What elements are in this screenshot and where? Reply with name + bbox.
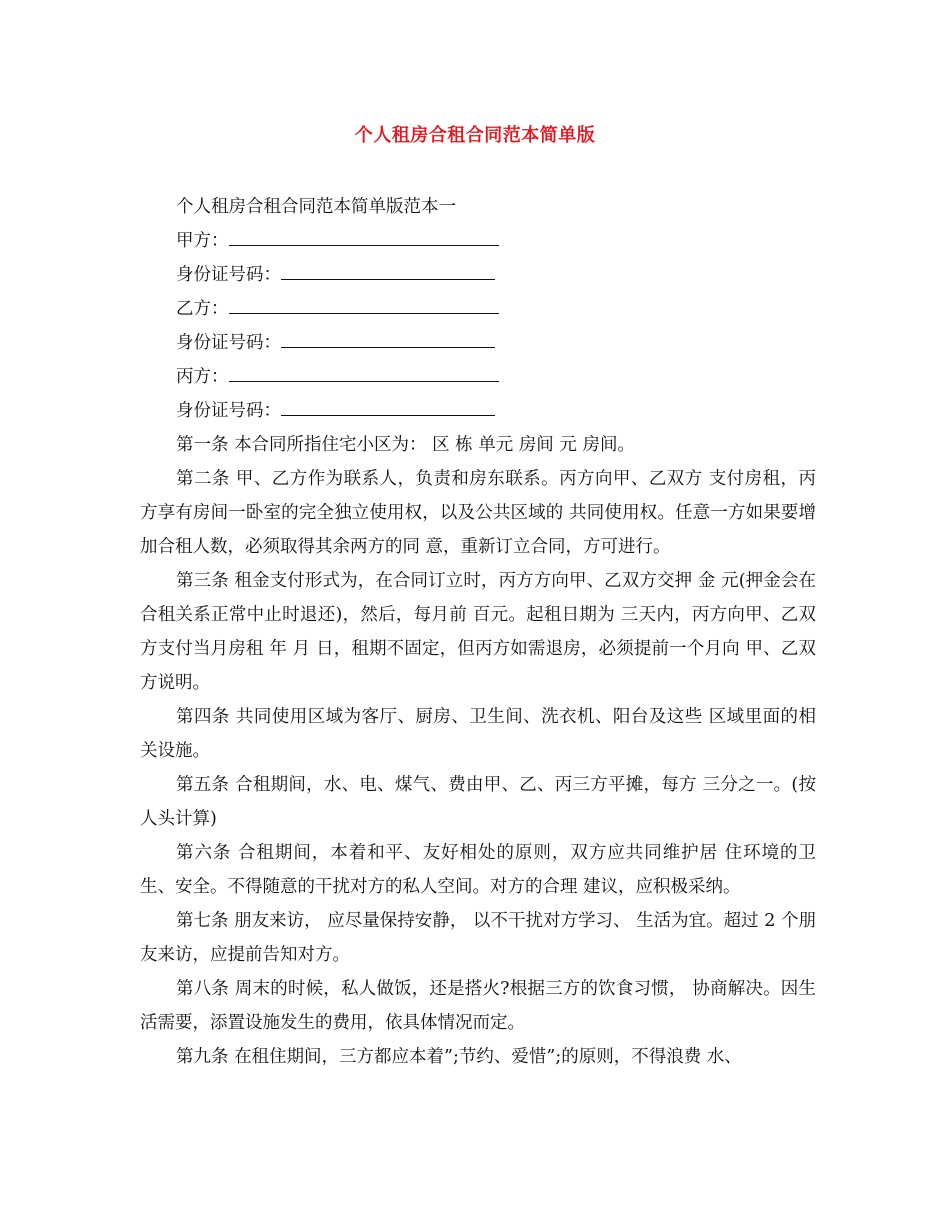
document-body	[140, 190, 816, 1074]
party-c-field	[140, 360, 816, 394]
clause-7: 第七条 朋友来访， 应尽量保持安静， 以不干扰对方学习、 生活为宜。超过 2 个朋友来访，应提前告知对方。	[140, 911, 816, 965]
party-a-id-field	[140, 258, 816, 292]
clause-9: 第九条 在租住期间，三方都应本着”;节约、爱惜”;的原则，不得浪费 水、	[176, 1047, 742, 1067]
party-b-id-label: 身份证号码：	[176, 333, 281, 353]
party-a-blank	[229, 226, 499, 246]
clause-2: 第二条 甲、乙方作为联系人，负责和房东联系。丙方向甲、乙双方 支付房租，丙方享有房间一卧室的完全独立使用权，以及公共区域的 共同使用权。任意一方如果要增加合租人数，必须取得其余两方的同 意，重新订立合同，方可进行。	[140, 469, 816, 557]
party-c-id-field	[140, 394, 816, 428]
party-c-id-blank	[281, 396, 495, 416]
document-title: 个人租房合租合同范本简单版	[354, 125, 596, 146]
clause-5: 第五条 合租期间，水、电、煤气、费由甲、乙、丙三方平摊，每方 三分之一。(按人头计算)	[140, 775, 816, 829]
party-b-id-blank	[281, 328, 495, 348]
party-b-blank	[229, 294, 499, 314]
party-c-id-label: 身份证号码：	[176, 401, 281, 421]
clause-4: 第四条 共同使用区域为客厅、厨房、卫生间、洗衣机、阳台及这些 区域里面的相关设施。	[140, 707, 816, 761]
party-b-label: 乙方：	[176, 299, 229, 319]
clause-8: 第八条 周末的时候，私人做饭，还是搭火?根据三方的饮食习惯， 协商解决。因生活需要，添置设施发生的费用，依具体情况而定。	[140, 979, 816, 1033]
clause-3: 第三条 租金支付形式为，在合同订立时，丙方方向甲、乙双方交押 金 元(押金会在合租关系正常中止时退还)，然后，每月前 百元。起租日期为 三天内，丙方向甲、乙双方支付当月房租 年 月 日，租期不固定，但丙方如需退房，必须提前一个月向 甲、乙双方说明。	[140, 571, 816, 693]
clause-1: 第一条 本合同所指住宅小区为： 区 栋 单元 房间 元 房间。	[176, 435, 635, 455]
document-subtitle: 个人租房合租合同范本简单版范本一	[176, 197, 456, 217]
party-a-id-label: 身份证号码：	[176, 265, 281, 285]
party-a-id-blank	[281, 260, 495, 280]
party-a-field	[140, 224, 816, 258]
clause-6: 第六条 合租期间，本着和平、友好相处的原则，双方应共同维护居 住环境的卫生、安全。不得随意的干扰对方的私人空间。对方的合理 建议，应积极采纳。	[140, 843, 816, 897]
party-b-id-field	[140, 326, 816, 360]
party-a-label: 甲方：	[176, 231, 229, 251]
party-c-label: 丙方：	[176, 367, 229, 387]
party-c-blank	[229, 362, 499, 382]
party-b-field	[140, 292, 816, 326]
